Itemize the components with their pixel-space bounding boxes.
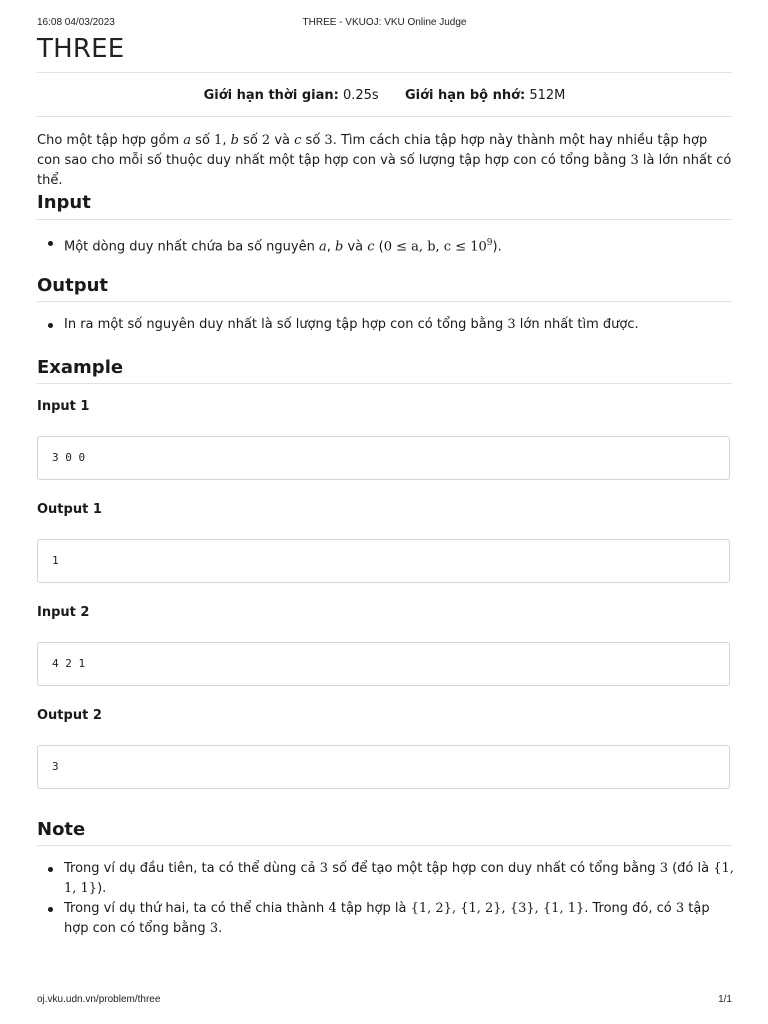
note-list	[37, 859, 734, 939]
memory-limit-label: Giới hạn bộ nhớ:	[404, 88, 526, 103]
input-heading: Input	[37, 192, 91, 213]
divider	[37, 72, 732, 73]
page-title: THREE	[37, 34, 125, 64]
print-page-title: THREE - VKUOJ: VKU Online Judge	[302, 17, 467, 28]
page-number: 1/1	[718, 994, 732, 1005]
time-limit-value: 0.25s	[342, 88, 379, 103]
list-item: Một dòng duy nhất chứa ba số nguyên a, b và c (0 ≤ a, b, $c \le 10^9$).	[37, 233, 734, 257]
list-item: Trong ví dụ thứ hai, ta có thể chia thành 4 tập hợp là {1, 2}, {1, 2}, {3}, {1, 1}. Trong đó, có 3 tập hợp con có tổng bằng 3.	[37, 899, 734, 939]
problem-statement: Cho một tập hợp gồm a số 1, b số 2 và c số 3. Tìm cách chia tập hợp này thành một hay nhiều tập hợp con sao cho mỗi số thuộc duy nhất một tập hợp con và số lượng tập hợp con có tổng bằng 3 là lớn nhất có thể.	[37, 133, 732, 188]
list-item: Trong ví dụ đầu tiên, ta có thể dùng cả 3 số để tạo một tập hợp con duy nhất có tổng bằng 3 (đó là {1, 1, 1}).	[37, 859, 734, 899]
example-label: Input 1	[37, 399, 90, 414]
print-timestamp: 16:08 04/03/2023	[37, 17, 115, 28]
divider	[37, 845, 732, 846]
code-content: 3	[52, 760, 59, 773]
note-heading: Note	[37, 819, 86, 840]
divider	[37, 219, 732, 220]
problem-limits	[37, 88, 732, 103]
example-code-box	[37, 436, 730, 480]
example-code-box	[37, 539, 730, 583]
divider	[37, 301, 732, 302]
example-code-box	[37, 745, 730, 789]
list-item: In ra một số nguyên duy nhất là số lượng tập hợp con có tổng bằng 3 lớn nhất tìm được.	[37, 315, 734, 335]
example-label: Output 2	[37, 708, 102, 723]
print-header	[37, 17, 732, 31]
print-footer	[37, 994, 732, 1008]
divider	[37, 116, 732, 117]
example-heading: Example	[37, 357, 124, 378]
memory-limit-value: 512M	[529, 88, 566, 103]
page-url: oj.vku.udn.vn/problem/three	[37, 994, 161, 1005]
example-label: Output 1	[37, 502, 102, 517]
divider	[37, 383, 732, 384]
time-limit-label: Giới hạn thời gian:	[203, 88, 339, 103]
example-label: Input 2	[37, 605, 90, 620]
example-code-box	[37, 642, 730, 686]
output-heading: Output	[37, 275, 109, 296]
output-list	[37, 315, 734, 335]
code-content: 1	[52, 554, 59, 567]
code-content: 3 0 0	[52, 451, 86, 464]
input-list	[37, 233, 734, 257]
code-content: 4 2 1	[52, 657, 86, 670]
